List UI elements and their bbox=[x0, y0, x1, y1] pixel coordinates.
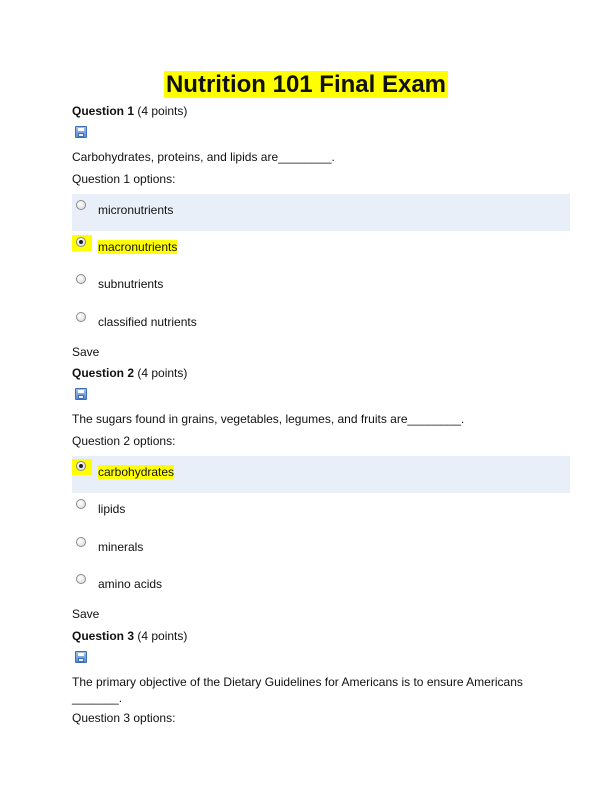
radio-icon bbox=[76, 200, 86, 210]
question-3-options-label: Question 3 options: bbox=[72, 711, 176, 725]
radio-button[interactable] bbox=[72, 572, 92, 588]
radio-icon bbox=[76, 537, 86, 547]
option-label: minerals bbox=[98, 540, 144, 554]
radio-button[interactable] bbox=[72, 198, 92, 214]
option-row[interactable] bbox=[72, 495, 570, 532]
exam-title bbox=[0, 70, 612, 100]
question-2-options-label: Question 2 options: bbox=[72, 434, 176, 448]
question-3-text-line-1: The primary objective of the Dietary Guidelines for Americans is to ensure Americans bbox=[72, 675, 523, 689]
option-label: classified nutrients bbox=[98, 315, 197, 329]
save-icon[interactable] bbox=[75, 126, 87, 138]
save-icon[interactable] bbox=[75, 388, 87, 400]
question-2-text: The sugars found in grains, vegetables, legumes, and fruits are________. bbox=[72, 412, 465, 426]
save-icon[interactable] bbox=[75, 651, 87, 663]
question-1-text: Carbohydrates, proteins, and lipids are________. bbox=[72, 150, 335, 164]
option-label: amino acids bbox=[98, 577, 163, 591]
radio-selected-icon bbox=[76, 461, 86, 471]
question-2-header bbox=[72, 366, 187, 380]
radio-button[interactable] bbox=[72, 272, 92, 288]
exam-title-text: Nutrition 101 Final Exam bbox=[165, 71, 447, 98]
question-3-text-line-2: _______. bbox=[72, 691, 123, 705]
radio-icon bbox=[76, 499, 86, 509]
radio-button-selected[interactable] bbox=[72, 235, 92, 251]
option-label-selected: macronutrients bbox=[98, 240, 178, 254]
option-row[interactable] bbox=[72, 194, 570, 231]
option-row-selected[interactable] bbox=[72, 456, 570, 493]
question-1-options-label: Question 1 options: bbox=[72, 172, 176, 186]
save-link[interactable]: Save bbox=[72, 345, 100, 359]
question-3-points: (4 points) bbox=[137, 629, 188, 643]
question-2-points: (4 points) bbox=[137, 366, 188, 380]
radio-icon bbox=[76, 274, 86, 284]
option-row[interactable] bbox=[72, 270, 570, 307]
question-3-label: Question 3 bbox=[72, 629, 135, 643]
save-link[interactable]: Save bbox=[72, 607, 100, 621]
radio-icon bbox=[76, 312, 86, 322]
question-2-label: Question 2 bbox=[72, 366, 135, 380]
option-row[interactable] bbox=[72, 533, 570, 570]
question-1-label: Question 1 bbox=[72, 104, 135, 118]
question-1-points: (4 points) bbox=[137, 104, 188, 118]
radio-icon bbox=[76, 574, 86, 584]
radio-selected-icon bbox=[76, 237, 86, 247]
option-row[interactable] bbox=[72, 570, 570, 607]
option-label-selected: carbohydrates bbox=[98, 465, 175, 479]
radio-button-selected[interactable] bbox=[72, 459, 92, 475]
option-label: subnutrients bbox=[98, 277, 164, 291]
radio-button[interactable] bbox=[72, 535, 92, 551]
question-3-header bbox=[72, 629, 187, 643]
option-row[interactable] bbox=[72, 308, 570, 345]
option-row-selected[interactable] bbox=[72, 233, 570, 270]
option-label: lipids bbox=[98, 502, 126, 516]
radio-button[interactable] bbox=[72, 310, 92, 326]
option-label: micronutrients bbox=[98, 203, 174, 217]
question-1-header bbox=[72, 104, 187, 118]
radio-button[interactable] bbox=[72, 497, 92, 513]
